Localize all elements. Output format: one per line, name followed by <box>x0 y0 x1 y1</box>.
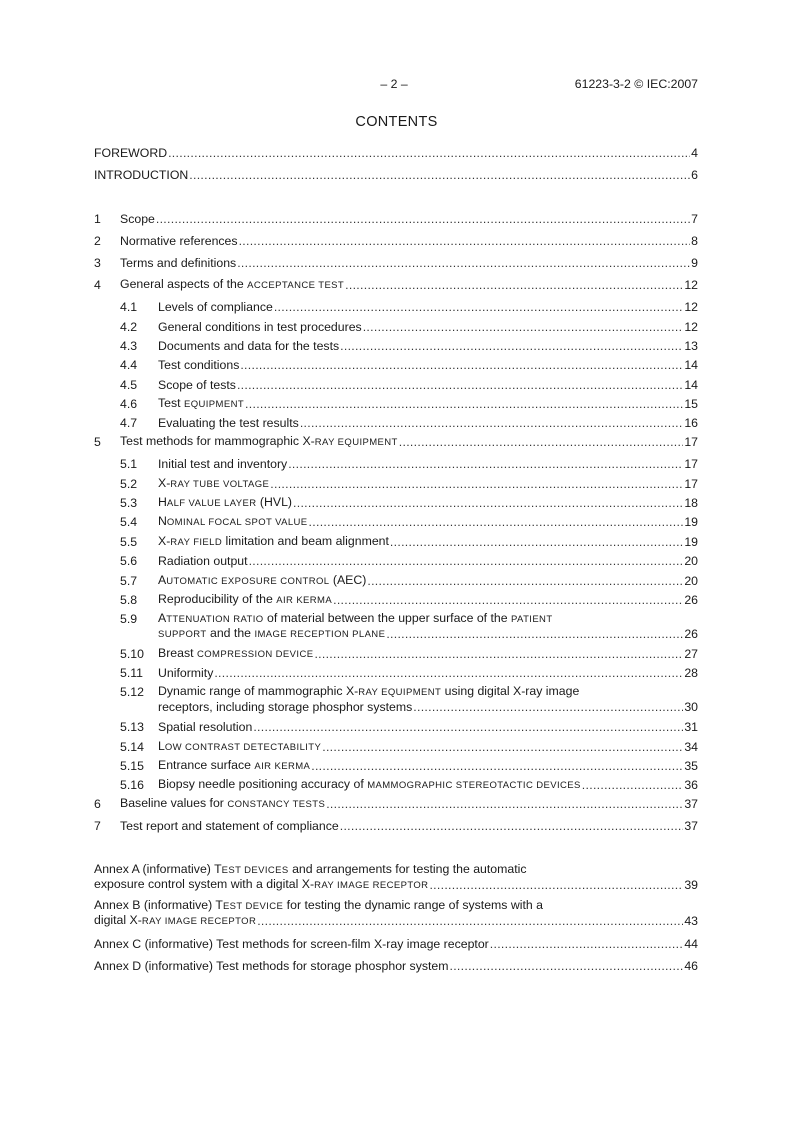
title-text: Initial test and inventory <box>158 457 288 471</box>
dot-leader <box>245 397 683 412</box>
title-smallcaps: AIR KERMA <box>254 761 311 772</box>
toc-entry-number: 4.6 <box>120 397 138 411</box>
toc-entry-number: 7 <box>94 819 101 833</box>
dot-leader <box>156 212 690 227</box>
toc-entry-title <box>158 777 581 793</box>
toc-entry-title <box>158 758 310 774</box>
toc-entry-title <box>158 476 269 492</box>
toc-entry-page: 12 <box>684 278 698 292</box>
toc-entry-page: 4 <box>691 146 698 160</box>
toc-entry-title <box>158 457 287 472</box>
dot-leader <box>450 959 684 974</box>
toc-entry-number: 5.1 <box>120 457 138 471</box>
title-smallcaps: RAY FIELD <box>170 537 223 548</box>
title-smallcaps: PATIENT <box>511 614 553 625</box>
toc-entry[interactable] <box>94 819 698 834</box>
title-text: and the <box>206 626 255 640</box>
toc-entry-page: 19 <box>684 535 698 549</box>
toc-entry-title <box>158 396 244 412</box>
toc-entry-page: 28 <box>684 666 698 680</box>
toc-entry[interactable] <box>94 146 698 161</box>
dot-leader <box>322 740 683 755</box>
dot-leader <box>240 358 683 373</box>
annex-title <box>94 959 449 974</box>
title-text: Annex B (informative) T <box>94 898 223 912</box>
title-text: (HVL) <box>256 495 293 509</box>
dot-leader <box>386 627 683 642</box>
dot-leader <box>274 300 683 315</box>
toc-entry-page: 26 <box>684 593 698 607</box>
toc-entry-continuation[interactable] <box>94 700 698 715</box>
dot-leader <box>340 339 683 354</box>
toc-entry-number: 3 <box>94 256 101 270</box>
toc-entry-page: 14 <box>684 358 698 372</box>
dot-leader <box>168 146 690 161</box>
toc-entry-title-continued <box>158 626 385 642</box>
toc-entry[interactable] <box>94 378 698 393</box>
title-text: FOREWORD <box>94 146 168 160</box>
toc-entry[interactable] <box>94 720 698 735</box>
toc-entry-number: 2 <box>94 234 101 248</box>
toc-entry-title <box>158 554 248 569</box>
title-text: Documents and data for the tests <box>158 339 340 353</box>
toc-entry[interactable] <box>94 397 698 412</box>
title-text: using digital X-ray image <box>441 684 580 698</box>
title-smallcaps: SUPPORT <box>158 629 207 640</box>
title-smallcaps: RAY EQUIPMENT <box>358 687 442 698</box>
toc-entry-number: 5.2 <box>120 477 138 491</box>
toc-entry-title <box>158 358 239 373</box>
toc-entry-number: 4.2 <box>120 320 138 334</box>
toc-entry-page: 8 <box>691 234 698 248</box>
toc-entry[interactable] <box>94 339 698 354</box>
dot-leader <box>257 914 683 929</box>
toc-entry[interactable] <box>94 740 698 755</box>
toc-entry-title <box>158 611 553 627</box>
toc-entry-page: 19 <box>684 515 698 529</box>
toc-entry-number: 4.5 <box>120 378 138 392</box>
toc-entry-title <box>158 416 299 431</box>
dot-leader <box>237 378 683 393</box>
toc-entry-page: 37 <box>684 819 698 833</box>
toc-entry[interactable] <box>94 515 698 530</box>
toc-entry-page: 46 <box>684 959 698 973</box>
toc-entry-title <box>158 300 273 315</box>
title-smallcaps: RAY IMAGE RECEPTOR <box>141 916 257 927</box>
title-text: Spatial resolution <box>158 720 253 734</box>
title-smallcaps: EST DEVICES <box>221 865 289 876</box>
dot-leader <box>314 647 683 662</box>
title-text: L <box>158 739 165 753</box>
toc-entry-title <box>158 646 313 662</box>
toc-entry-number: 5.11 <box>120 666 144 680</box>
toc-entry-number: 5.7 <box>120 574 138 588</box>
toc-entry-title <box>120 819 339 834</box>
title-text: Terms and definitions <box>120 256 237 270</box>
toc-entry-page: 12 <box>684 320 698 334</box>
toc-entry-title <box>158 339 339 354</box>
toc-entry[interactable] <box>94 300 698 315</box>
toc-entry-page: 34 <box>684 740 698 754</box>
title-smallcaps: ACCEPTANCE TEST <box>247 280 345 291</box>
toc-entry-title <box>158 592 332 608</box>
toc-entry-number: 5.14 <box>120 740 144 754</box>
toc-entry-page: 17 <box>684 457 698 471</box>
dot-leader <box>309 515 684 530</box>
toc-entry-number: 4.3 <box>120 339 138 353</box>
toc-entry[interactable] <box>94 593 698 608</box>
toc-entry-page: 35 <box>684 759 698 773</box>
title-smallcaps: RAY EQUIPMENT <box>314 437 398 448</box>
dot-leader <box>326 797 683 812</box>
title-text: Breast <box>158 646 197 660</box>
title-text: (AEC) <box>329 573 367 587</box>
title-text: Levels of compliance <box>158 300 273 314</box>
toc-entry-page: 15 <box>684 397 698 411</box>
toc-entry-title <box>158 684 579 700</box>
dot-leader <box>340 819 684 834</box>
title-text: INTRODUCTION <box>94 168 189 182</box>
title-smallcaps: ALF VALUE LAYER <box>166 498 257 509</box>
title-smallcaps: EST DEVICE <box>222 901 284 912</box>
toc-entry[interactable] <box>94 647 698 662</box>
title-text: H <box>158 495 167 509</box>
title-smallcaps: UTOMATIC EXPOSURE CONTROL <box>166 576 330 587</box>
toc-entry-title <box>158 534 389 550</box>
toc-entry-number: 1 <box>94 212 101 226</box>
toc-entry-number: 5.16 <box>120 778 144 792</box>
annex-title <box>94 937 489 952</box>
title-text: X- <box>158 534 171 548</box>
toc-entry[interactable] <box>94 320 698 335</box>
toc-entry-page: 43 <box>684 914 698 928</box>
document-identifier: 61223-3-2 © IEC:2007 <box>574 77 698 91</box>
toc-entry-number: 4 <box>94 278 101 292</box>
toc-entry-title <box>120 434 398 450</box>
dot-leader <box>288 457 683 472</box>
toc-entry-number: 4.4 <box>120 358 138 372</box>
toc-entry-title-continued <box>158 700 412 715</box>
dot-leader <box>311 759 683 774</box>
title-text: Test methods for mammographic X- <box>120 434 315 448</box>
toc-entry[interactable] <box>94 212 698 227</box>
toc-entry-title <box>120 256 236 271</box>
dot-leader <box>333 593 683 608</box>
toc-entry-title <box>158 739 321 755</box>
annex-title <box>94 862 527 878</box>
title-smallcaps: TTENUATION RATIO <box>166 614 264 625</box>
title-text: Entrance surface <box>158 758 255 772</box>
dot-leader <box>367 574 683 589</box>
toc-entry-page: 37 <box>684 797 698 811</box>
title-text: for testing the dynamic range of systems with a <box>283 898 543 912</box>
toc-entry[interactable] <box>94 937 698 952</box>
toc-entry[interactable] <box>94 666 698 681</box>
toc-entry-page: 7 <box>691 212 698 226</box>
toc-entry-number: 4.7 <box>120 416 138 430</box>
toc-entry[interactable] <box>94 574 698 589</box>
toc-entry[interactable] <box>94 778 698 793</box>
title-text: Baseline values for <box>120 796 228 810</box>
toc-entry[interactable] <box>94 168 698 183</box>
title-text: Test report and statement of compliance <box>120 819 339 833</box>
toc-entry[interactable] <box>94 878 698 893</box>
dot-leader <box>270 477 683 492</box>
toc-entry[interactable] <box>94 535 698 550</box>
toc-entry[interactable] <box>94 685 698 700</box>
toc-entry-title <box>158 320 362 335</box>
toc-entry[interactable] <box>94 477 698 492</box>
toc-entry[interactable] <box>94 554 698 569</box>
toc-entry-number: 5.5 <box>120 535 138 549</box>
toc-entry[interactable] <box>94 457 698 472</box>
dot-leader <box>345 278 683 293</box>
annex-title-continued <box>94 877 428 893</box>
dot-leader <box>582 778 684 793</box>
toc-entry-continuation[interactable] <box>94 627 698 642</box>
toc-entry-title <box>158 378 236 393</box>
toc-entry-title <box>120 212 155 227</box>
toc-entry-title <box>158 495 292 511</box>
toc-entry-number: 6 <box>94 797 101 811</box>
toc-entry-number: 5.8 <box>120 593 138 607</box>
title-smallcaps: IMAGE RECEPTION PLANE <box>254 629 386 640</box>
title-text: General aspects of the <box>120 277 248 291</box>
title-text: digital X- <box>94 913 142 927</box>
page-number: – 2 – <box>380 77 408 91</box>
dot-leader <box>300 416 684 431</box>
toc-entry-number: 4.1 <box>120 300 138 314</box>
dot-leader <box>214 666 683 681</box>
toc-entry[interactable] <box>94 959 698 974</box>
dot-leader <box>490 937 684 952</box>
toc-entry-number: 5.15 <box>120 759 144 773</box>
toc-entry-page: 27 <box>684 647 698 661</box>
toc-entry-title <box>120 234 238 249</box>
toc-entry[interactable] <box>94 914 698 929</box>
dot-leader <box>413 700 683 715</box>
toc-entry-title <box>158 720 252 735</box>
title-text: Normative references <box>120 234 238 248</box>
title-text: Scope of tests <box>158 378 236 392</box>
title-text: X- <box>158 476 171 490</box>
toc-entry-page: 31 <box>684 720 698 734</box>
title-smallcaps: COMPRESSION DEVICE <box>196 649 314 660</box>
toc-entry[interactable] <box>94 496 698 511</box>
toc-entry-number: 5.10 <box>120 647 144 661</box>
title-text: of material between the upper surface of the <box>263 611 512 625</box>
toc-entry[interactable] <box>94 278 698 293</box>
dot-leader <box>253 720 683 735</box>
title-text: Radiation output <box>158 554 248 568</box>
title-text: Scope <box>120 212 155 226</box>
dot-leader <box>399 435 684 450</box>
annex-entry[interactable] <box>94 899 698 914</box>
toc-entry-page: 20 <box>684 574 698 588</box>
title-text: and arrangements for testing the automatic <box>288 862 527 876</box>
title-text: Test <box>158 396 184 410</box>
toc-entry-number: 5.6 <box>120 554 138 568</box>
annex-title-continued <box>94 913 256 929</box>
toc-entry-number: 5.4 <box>120 515 138 529</box>
toc-entry-page: 9 <box>691 256 698 270</box>
annex-entry[interactable] <box>94 863 698 878</box>
title-text: Reproducibility of the <box>158 592 277 606</box>
dot-leader <box>390 535 683 550</box>
toc-entry-page: 39 <box>684 878 698 892</box>
contents-title: CONTENTS <box>355 114 438 130</box>
toc-entry-page: 20 <box>684 554 698 568</box>
toc-entry[interactable] <box>94 797 698 812</box>
title-smallcaps: EQUIPMENT <box>183 399 245 410</box>
title-smallcaps: CONSTANCY TESTS <box>227 799 326 810</box>
toc-entry[interactable] <box>94 435 698 450</box>
title-text: Biopsy needle positioning accuracy of <box>158 777 368 791</box>
toc-entry-page: 44 <box>684 937 698 951</box>
dot-leader <box>249 554 684 569</box>
toc-entry[interactable] <box>94 256 698 271</box>
title-text: receptors, including storage phosphor systems <box>158 700 413 714</box>
toc-entry-page: 6 <box>691 168 698 182</box>
title-smallcaps: OW CONTRAST DETECTABILITY <box>164 742 322 753</box>
toc-entry-title <box>94 146 167 161</box>
toc-entry[interactable] <box>94 759 698 774</box>
title-text: Uniformity <box>158 666 214 680</box>
toc-entry-page: 18 <box>684 496 698 510</box>
title-text: exposure control system with a digital X- <box>94 877 315 891</box>
title-smallcaps: RAY TUBE VOLTAGE <box>170 479 270 490</box>
toc-entry-page: 16 <box>684 416 698 430</box>
title-text: Annex D (informative) Test methods for storage phosphor system <box>94 959 449 973</box>
toc-entry-title <box>94 168 188 183</box>
toc-entry-title <box>158 666 213 681</box>
toc-entry-page: 17 <box>684 435 698 449</box>
toc-entry[interactable] <box>94 416 698 431</box>
title-text: Evaluating the test results <box>158 416 299 430</box>
title-text: N <box>158 514 167 528</box>
annex-title <box>94 898 543 914</box>
toc-entry-page: 12 <box>684 300 698 314</box>
toc-entry[interactable] <box>94 358 698 373</box>
title-text: General conditions in test procedures <box>158 320 362 334</box>
toc-entry[interactable] <box>94 234 698 249</box>
toc-entry-page: 26 <box>684 627 698 641</box>
toc-entry-title <box>158 514 308 530</box>
title-text: A <box>158 611 167 625</box>
dot-leader <box>189 168 690 183</box>
toc-entry-title <box>120 277 344 293</box>
toc-entry-number: 5.3 <box>120 496 138 510</box>
toc-entry-number: 5.12 <box>120 685 144 699</box>
toc-entry-number: 5.9 <box>120 612 138 626</box>
title-smallcaps: AIR KERMA <box>276 595 333 606</box>
dot-leader <box>429 878 683 893</box>
title-text: Annex A (informative) T <box>94 862 222 876</box>
title-text: A <box>158 573 167 587</box>
title-text: Test conditions <box>158 358 240 372</box>
toc-entry-title <box>158 573 366 589</box>
toc-entry-number: 5 <box>94 435 101 449</box>
toc-entry-page: 30 <box>684 700 698 714</box>
toc-entry-page: 36 <box>684 778 698 792</box>
toc-entry-page: 17 <box>684 477 698 491</box>
title-text: limitation and beam alignment <box>222 534 389 548</box>
title-text: Dynamic range of mammographic X- <box>158 684 359 698</box>
dot-leader <box>363 320 684 335</box>
dot-leader <box>237 256 690 271</box>
dot-leader <box>293 496 683 511</box>
toc-entry[interactable] <box>94 612 698 627</box>
title-text: Annex C (informative) Test methods for screen-film X-ray image receptor <box>94 937 489 951</box>
title-smallcaps: MAMMOGRAPHIC STEREOTACTIC DEVICES <box>367 780 581 791</box>
toc-entry-page: 14 <box>684 378 698 392</box>
toc-entry-number: 5.13 <box>120 720 144 734</box>
title-smallcaps: OMINAL FOCAL SPOT VALUE <box>166 517 308 528</box>
toc-entry-title <box>120 796 325 812</box>
dot-leader <box>239 234 691 249</box>
title-smallcaps: RAY IMAGE RECEPTOR <box>314 880 429 891</box>
toc-entry-page: 13 <box>684 339 698 353</box>
